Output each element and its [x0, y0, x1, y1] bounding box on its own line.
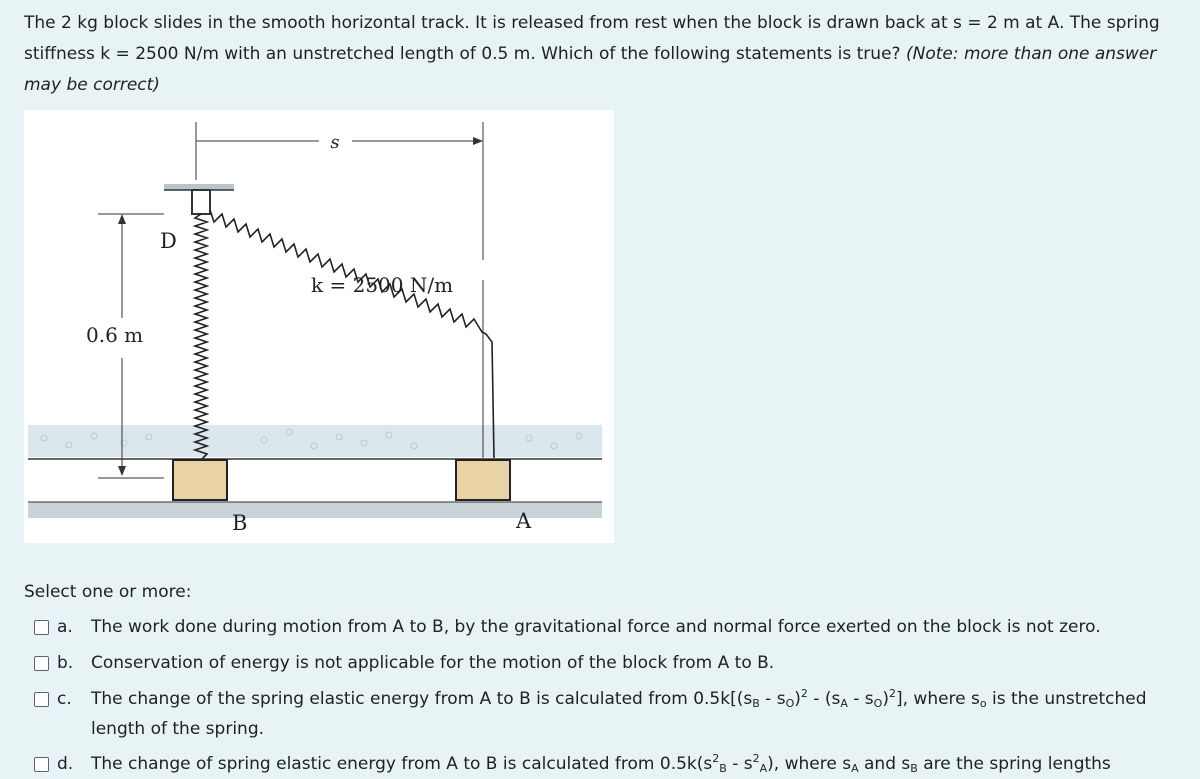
checkbox-a[interactable] — [34, 620, 49, 635]
block-A — [456, 460, 510, 500]
answer-letter-d: d. — [57, 754, 74, 774]
spring-inclined — [210, 210, 494, 458]
answer-option-a[interactable] — [34, 612, 1151, 642]
label-B: B — [232, 511, 248, 535]
answer-option-c[interactable] — [34, 684, 1151, 744]
select-prompt: Select one or more: — [24, 582, 192, 602]
spring-block-figure — [24, 110, 614, 543]
answer-text-a: The work done during motion from A to B, by the gravitational force and normal force exerted on the block is not zero. — [91, 617, 1101, 637]
checkbox-b[interactable] — [34, 656, 49, 671]
spring-vertical — [195, 214, 207, 460]
label-s: s — [330, 132, 340, 153]
answer-option-b[interactable] — [34, 648, 1151, 678]
question-note: (Note: more than one answer may be correct) — [24, 44, 1157, 95]
answer-option-d[interactable] — [34, 749, 1151, 779]
question-body: The 2 kg block slides in the smooth horizontal track. It is released from rest when the block is drawn back at s = 2 m at A. The spring stiffness k = 2500 N/m with an unstretched length of 0.5 m. Which of the following statements is true? — [24, 13, 1160, 64]
label-D: D — [160, 229, 177, 253]
answer-letter-a: a. — [57, 617, 73, 637]
checkbox-d[interactable] — [34, 757, 49, 772]
checkbox-c[interactable] — [34, 692, 49, 707]
label-height: 0.6 m — [86, 323, 144, 347]
answer-letter-b: b. — [57, 653, 74, 673]
block-B — [173, 460, 227, 500]
answer-letter-c: c. — [57, 689, 72, 709]
answer-text-d: The change of spring elastic energy from A to B is calculated from $0.5k(s^2_B - s^2_A)$, where $s_A$ and $s_B$ are the spring lengths — [91, 752, 1111, 775]
label-k: k = 2500 N/m — [311, 273, 454, 297]
question-text — [24, 8, 1174, 101]
track-fill — [28, 425, 602, 457]
answer-text-b: Conservation of energy is not applicable for the motion of the block from A to B. — [91, 653, 775, 673]
label-A: A — [516, 509, 532, 533]
answer-text-c: The change of the spring elastic energy from A to B is calculated from $0.5k[(s_B - s_O)^2 - (s_A - s_O)^2]$, where $s_o$ is the unstretched length of the spring. — [91, 687, 1147, 739]
